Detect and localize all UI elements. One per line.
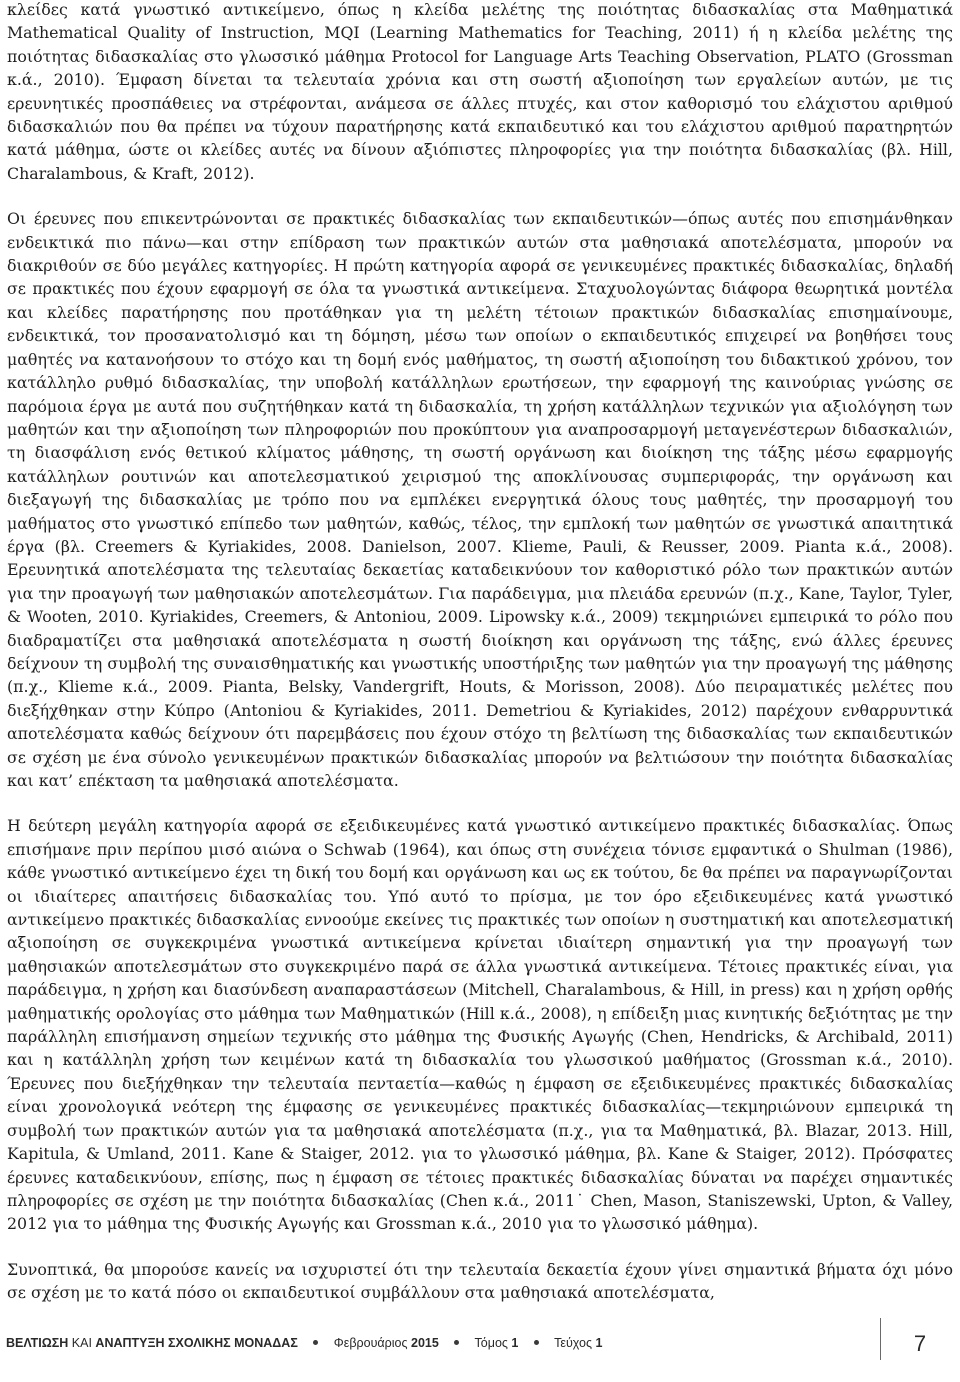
issue-date [334, 1336, 439, 1350]
paragraph-3: Η δεύτερη μεγάλη κατηγορία αφορά σε εξειδικευμένες κατά γνωστικό αντικείμενο πρακτικές διδασκαλίας. Όπως επισήμανε πριν περίπου μισό αιώνα ο Schwab (1964), και όπως στη συνέχεια τόνισε εμφαντικά ο Shulman (1986), κάθε γνωστικό αντικείμενο έχει τη δική του δομή και οργάνωση και ως εκ τούτου, δε θα πρέπει να παραγνωρίζονται οι ιδιαίτερες απαιτήσεις διδασκαλίας του. Υπό αυτό το πρίσμα, με τον όρο εξειδικευμένες κατά γνωστικό αντικείμενο πρακτικές διδασκαλίας εννοούμε εκείνες τις πρακτικές των οποίων η συστηματική και αποτελεσματική αξιοποίηση σε συγκεκριμένα γνωστικά αντικείμενα κρίνεται ιδιαίτερη σημαντική για την προαγωγή των μαθησιακών αποτελεσμάτων στο συγκεκριμένο παρά σε άλλα γνωστικά αντικείμενα. Τέτοιες πρακτικές είναι, για παράδειγμα, η χρήση και διασύνδεση αναπαραστάσεων (Mitchell, Charalambous, & Hill, in press) και η χρήση ορθής μαθηματικής ορολογίας στο μάθημα των Μαθηματικών (Hill κ.ά., 2008), η επίδειξη μιας κινητικής δεξιότητας με την παράλληλη επισήμανση σημείων τεχνικής στο μάθημα της Φυσικής Αγωγής (Chen, Hendricks, & Archibald, 2011) και η κατάλληλη χρήση των κειμένων κατά τη διδασκαλία του γλωσσικού μαθήματος (Grossman κ.ά., 2010). Έρευνες που διεξήχθηκαν την τελευταία πενταετία—καθώς η έμφαση σε εξειδικευμένες πρακτικές διδασκαλίας είναι χρονολογικά νεότερη της έμφασης σε γενικευμένες πρακτικές διδασκαλίας—τεκμηριώνουν εμπειρικά τη συμβολή των πρακτικών αυτών για τα μαθησιακά αποτελέσματα (π.χ., για τα Μαθηματικά, βλ. Blazar, 2013. Hill, Kapitula, & Umland, 2011. Kane & Staiger, 2012. για το γλωσσικό μάθημα, βλ. Kane & Staiger, 2012). Πρόσφατες έρευνες καταδεικνύουν, επίσης, πως η έμφαση σε τέτοιες πρακτικές διδασκαλίας δύναται να παρέχει σημαντικές πληροφορίες σε σχέση με την ποιότητα διδασκαλίας (Chen κ.ά., 2011˙ Chen, Mason, Staniszewski, Upton, & Valley, 2012 για το μάθημα της Φυσικής Αγωγής και Grossman κ.ά., 2010 για το γλωσσικό μάθημα). [7, 816, 953, 1234]
issue-number: 1 [595, 1336, 603, 1350]
paragraph-1: κλείδες κατά γνωστικό αντικείμενο, όπως η κλείδα μελέτης της ποιότητας διδασκαλίας στα Μαθηματικά Mathematical Quality of Instruction, MQI (Learning Mathematics for Teaching, 2011) ή η κλείδα μελέτης της ποιότητας διδασκαλίας στο γλωσσικό μάθημα Protocol for Language Arts Teaching Observation, PLATO (Grossman κ.ά., 2010). Έμφαση δίνεται τα τελευταία χρόνια και στη σωστή αξιοποίηση των εργαλείων αυτών, με τις ερευνητικές προσπάθειες να στρέφονται, ανάμεσα σε άλλες πτυχές, και στον καθορισμό του ελάχιστου αριθμού διδασκαλιών που θα πρέπει να τύχουν παρατήρησης κατά εκπαιδευτικό και του ελάχιστου αριθμού παρατηρητών κατά μάθημα, ώστε οι κλείδες αυτές να δίνουν αξιόπιστες πληροφορίες για την ποιότητα διδασκαλίας (βλ. Hill, Charalambous, & Kraft, 2012). [7, 0, 953, 183]
paragraph-4: Συνοπτικά, θα μπορούσε κανείς να ισχυριστεί ότι την τελευταία δεκαετία έχουν γίνει σημαντικά βήματα όχι μόνο σε σχέση με το κατά πόσο οι εκπαιδευτικοί συμβάλλουν στα μαθησιακά αποτελέσματα, [7, 1259, 953, 1303]
issue-label: Τεύχος [554, 1336, 596, 1350]
volume-info [475, 1336, 519, 1350]
page-number: 7 [913, 1331, 927, 1356]
journal-title-part-1: ΒΕΛΤΙΩΣΗ [6, 1336, 69, 1350]
bullet-separator-icon [313, 1340, 318, 1345]
issue-year: 2015 [411, 1336, 439, 1350]
journal-title-part-2: ΑΝΑΠΤΥΞΗ ΣΧΟΛΙΚΗΣ ΜΟΝΑΔΑΣ [95, 1336, 298, 1350]
page-footer [6, 1336, 602, 1350]
bullet-separator-icon [534, 1340, 539, 1345]
footer-divider [880, 1318, 881, 1360]
volume-label: Τόμος [474, 1336, 512, 1350]
document-page [7, 0, 953, 1305]
issue-info [554, 1336, 602, 1350]
issue-month: Φεβρουάριος [333, 1336, 411, 1350]
volume-number: 1 [511, 1336, 519, 1350]
journal-title-conjunction: ΚΑΙ [68, 1336, 96, 1350]
journal-title [6, 1336, 298, 1350]
paragraph-2: Οι έρευνες που επικεντρώνονται σε πρακτικές διδασκαλίας των εκπαιδευτικών—όπως αυτές που επισημάνθηκαν ενδεικτικά πιο πάνω—και στην επίδραση των πρακτικών αυτών στα μαθησιακά αποτελέσματα, μπορούν να διακριθούν σε δύο μεγάλες κατηγορίες. Η πρώτη κατηγορία αφορά σε γενικευμένες πρακτικές διδασκαλίας, δηλαδή σε πρακτικές που έχουν εφαρμογή σε όλα τα γνωστικά αντικείμενα. Σταχυολογώντας διάφορα θεωρητικά μοντέλα και κλείδες παρατήρησης που προτάθηκαν για τη μελέτη τέτοιων πρακτικών διδασκαλίας επισημαίνουμε, ενδεικτικά, τον προσανατολισμό και τη δόμηση, μέσω των οποίων ο εκπαιδευτικός επιχειρεί να βοηθήσει τους μαθητές να κατανοήσουν το στόχο και τη δομή ενός μαθήματος, τη σωστή αξιοποίηση του διδακτικού χρόνου, τον κατάλληλο ρυθμό διδασκαλίας, την υποβολή κατάλληλων ερωτήσεων, την εφαρμογή της καινούριας γνώσης σε παρόμοια έργα με αυτά που συζητήθηκαν κατά τη διδασκαλία, τη χρήση κατάλληλων τεχνικών για αξιολόγηση των μαθητών και την αξιοποίηση των πληροφοριών που προκύπτουν για αναπροσαρμογή μεταγενέστερων διδασκαλιών, τη διασφάλιση ενός θετικού κλίματος μάθησης, τη σωστή οργάνωση και διοίκηση της τάξης μέσω εφαρμογής κατάλληλων ρουτινών και αποτελεσματικού χειρισμού της αποκλίνουσας συμπεριφοράς, την οργάνωση και διεξαγωγή της διδασκαλίας με τρόπο που να εμπλέκει ενεργητικά όλους τους μαθητές, την προσαρμογή του μαθήματος στο γνωστικό επίπεδο των μαθητών, καθώς, τέλος, την εμπλοκή των μαθητών σε γνωστικά απαιτητικά έργα (βλ. Creemers & Kyriakides, 2008. Danielson, 2007. Klieme, Pauli, & Reusser, 2009. Pianta κ.ά., 2008). Ερευνητικά αποτελέσματα της τελευταίας δεκαετίας καταδεικνύουν τον καθοριστικό ρόλο των πρακτικών αυτών για την προαγωγή των μαθησιακών αποτελεσμάτων. Για παράδειγμα, μια πλειάδα ερευνών (π.χ., Kane, Taylor, Tyler, & Wooten, 2010. Kyriakides, Creemers, & Antoniou, 2009. Lipowsky κ.ά., 2009) τεκμηριώνει εμπειρικά το ρόλο που διαδραματίζει στα μαθησιακά αποτελέσματα η σωστή διοίκηση και οργάνωση της τάξης, ενώ άλλες έρευνες δείχνουν τη συμβολή της συναισθηματικής και γνωστικής υποστήριξης των μαθητών για την προαγωγή της μάθησης (π.χ., Klieme κ.ά., 2009. Pianta, Belsky, Vandergrift, Houts, & Morisson, 2008). Δύο πειραματικές μελέτες που διεξήχθηκαν στην Κύπρο (Antoniou & Kyriakides, 2011. Demetriou & Kyriakides, 2012) παρέχουν ενθαρρυντικά αποτελέσματα καθώς δείχνουν ότι παρεμβάσεις που έχουν στόχο τη βελτίωση της διδασκαλίας των εκπαιδευτικών σε σχέση με ένα σύνολο γενικευμένων πρακτικών διδασκαλίας μπορούν να βελτιώσουν την ποιότητα διδασκαλίας και κατ’ επέκταση τα μαθησιακά αποτελέσματα. [7, 209, 953, 790]
bullet-separator-icon [454, 1340, 459, 1345]
